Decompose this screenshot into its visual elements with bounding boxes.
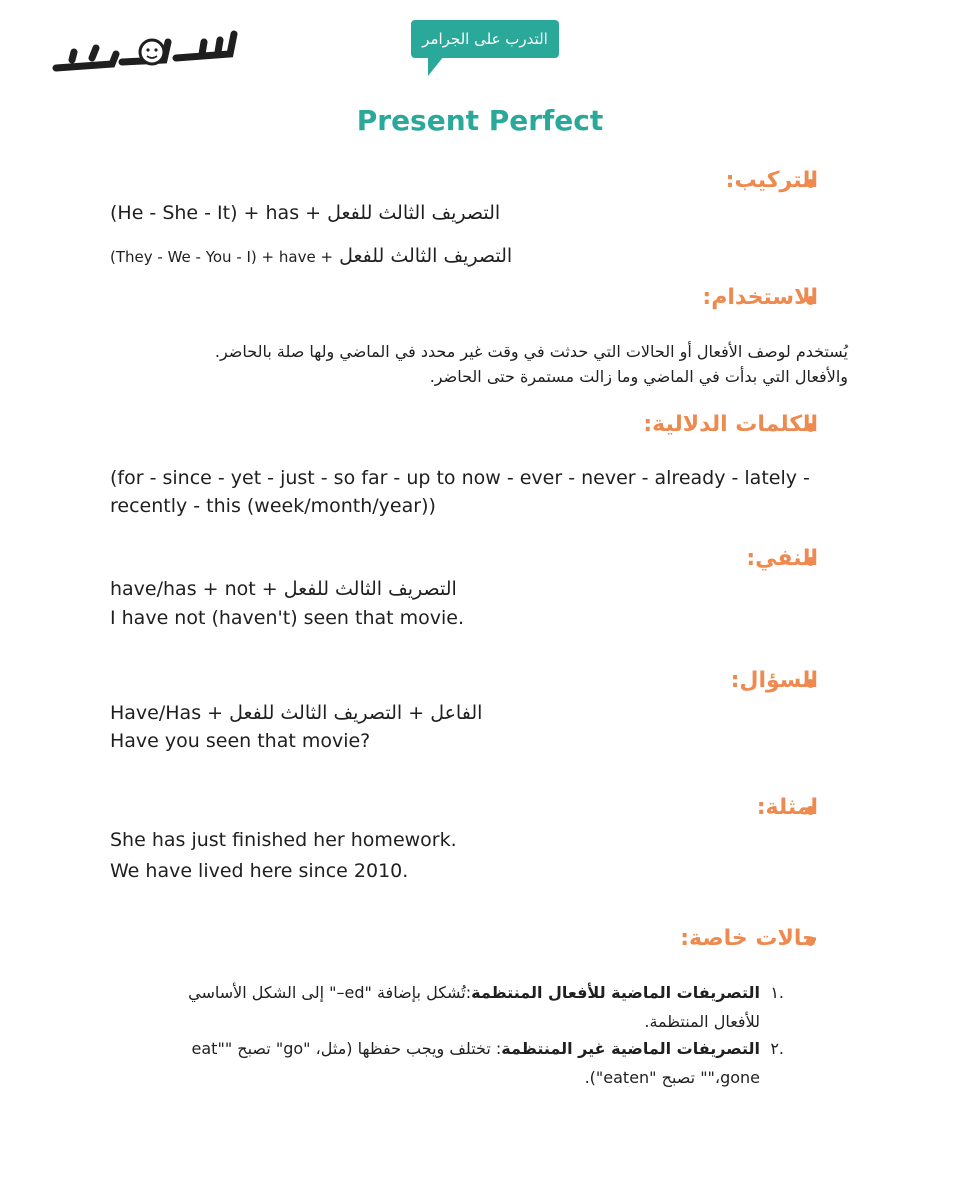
question-formula-en-1: Have/Has + — [110, 702, 224, 724]
heading-negative: النفي: — [746, 546, 818, 571]
negative-formula-ar: التصريف الثالث للفعل — [283, 578, 457, 600]
usage-text — [128, 339, 848, 389]
signal-words-line-2: recently - this (week/month/year)) — [110, 495, 436, 517]
heading-signal-words: الكلمات الدلالية: — [643, 412, 818, 437]
example-1: She has just finished her homework. — [110, 829, 457, 851]
heading-usage: الاستخدام: — [702, 285, 818, 310]
structure-line-2-en: (They - We - You - I) + have + — [110, 248, 334, 266]
question-formula-en-2: + — [408, 702, 425, 724]
structure-line-1 — [110, 202, 500, 224]
heading-special-cases: حالات خاصة: — [680, 926, 818, 951]
special-item-2-title: التصريفات الماضية غير المنتظمة — [501, 1039, 760, 1058]
special-item-1-text: :تُشكل بإضافة "ed–" إلى الشكل الأساسي للأفعال المنتظمة. — [188, 983, 760, 1031]
special-item-1-title: التصريفات الماضية للأفعال المنتظمة — [471, 983, 760, 1002]
heading-question: السؤال: — [730, 668, 818, 693]
negative-formula — [110, 578, 457, 600]
special-item-2-number: ٢. — [770, 1039, 784, 1058]
usage-line-1: يُستخدم لوصف الأفعال أو الحالات التي حدثت في وقت غير محدد في الماضي ولها صلة بالحاضر. — [214, 342, 848, 361]
section-badge: التدرب على الجرامر — [411, 20, 559, 58]
question-formula — [110, 702, 482, 724]
signal-words-line-1: (for - since - yet - just - so far - up to now - ever - never - already - lately - — [110, 467, 810, 489]
usage-line-2: والأفعال التي بدأت في الماضي وما زالت مستمرة حتى الحاضر. — [429, 367, 848, 386]
page-title: Present Perfect — [356, 104, 604, 137]
structure-line-2 — [110, 245, 512, 267]
heading-structure: التركيب: — [725, 168, 818, 193]
heading-examples: امثلة: — [756, 795, 818, 820]
negative-formula-en: have/has + not + — [110, 578, 278, 600]
question-example: Have you seen that movie? — [110, 730, 371, 752]
special-item-1-number: ١. — [770, 983, 784, 1002]
question-formula-ar-2: التصريف الثالث للفعل — [229, 702, 403, 724]
special-item-1 — [150, 978, 760, 1036]
special-item-2 — [150, 1034, 760, 1092]
logo-graphic — [52, 24, 242, 84]
structure-line-2-ar: التصريف الثالث للفعل — [339, 245, 513, 267]
example-2: We have lived here since 2010. — [110, 860, 409, 882]
negative-example: I have not (haven't) seen that movie. — [110, 607, 465, 629]
structure-line-1-en: (He - She - It) + has + — [110, 202, 322, 224]
badge-tail — [428, 56, 444, 76]
structure-line-1-ar: التصريف الثالث للفعل — [327, 202, 501, 224]
logo — [52, 24, 242, 84]
special-item-2-text: : تختلف ويجب حفظها (مثل، "go" تصبح ""eat ،gone"" تصبح "eaten"). — [191, 1039, 760, 1087]
question-formula-ar-1: الفاعل — [430, 702, 483, 724]
